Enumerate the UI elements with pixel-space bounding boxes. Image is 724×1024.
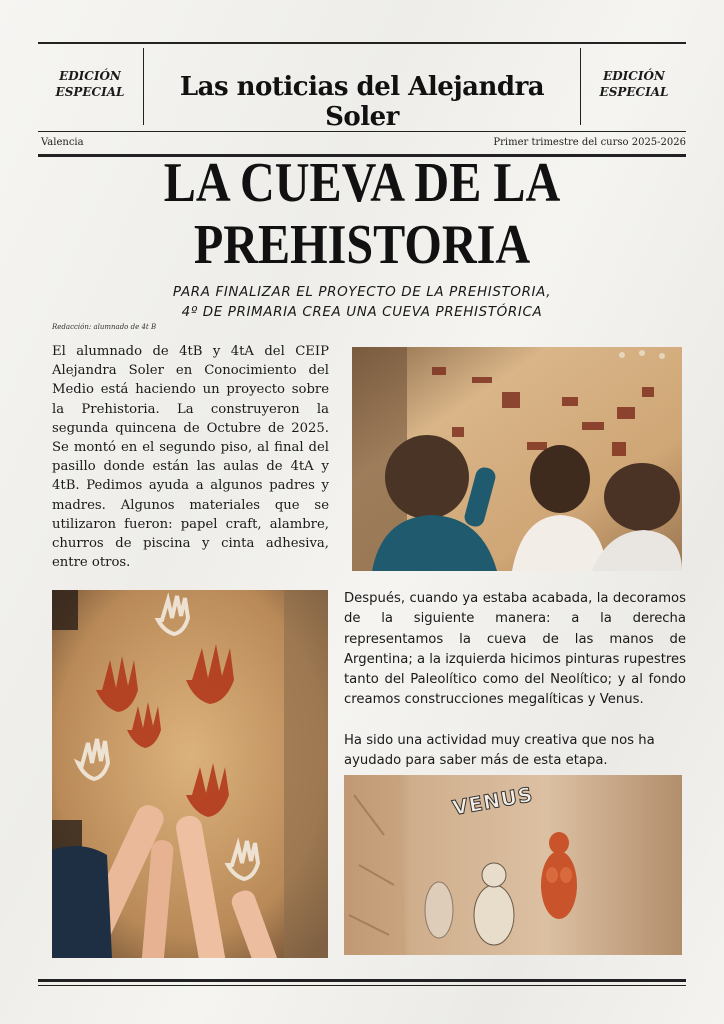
top-rule — [38, 42, 686, 44]
subhead-line-2: 4º DE PRIMARIA CREA UNA CUEVA PREHISTÓRICA — [181, 304, 543, 320]
article-paragraph-2: Después, cuando ya estaba acabada, la decoramos de la siguiente manera: a la derecha representamos la cueva de las manos de Argentina; a la izquierda hicimos pinturas rupestres tanto del Paleolítico como del Neolítico; y al fondo creamos construcciones megalíticas y Venus. — [344, 591, 686, 708]
edition-badge-right: EDICIÓN ESPECIAL — [599, 69, 669, 99]
photo-children-cave-paintings — [352, 347, 682, 571]
bottom-rule-thin — [38, 985, 686, 986]
article-paragraph-1: El alumnado de 4tB y 4tA del CEIP Alejandra Soler en Conocimiento del Medio está haciendo un proyecto sobre la Prehistoria. La construyeron la segunda quincena de Octubre de 2025. Se montó en el segundo piso, al final del pasillo donde están las aulas de 4tA y 4tB. Pedimos ayuda a algunos padres y madres. Algunos materiales que se utilizaron fueron: papel craft, alambre, churros de piscina y cinta adhesiva, entre otros. — [52, 344, 329, 571]
edition-badge-left: EDICIÓN ESPECIAL — [55, 69, 125, 99]
location-label: Valencia — [41, 137, 84, 148]
masthead-title: Las noticias del Alejandra Soler — [179, 72, 545, 132]
article-paragraph-3: Ha sido una actividad muy creativa que nos ha ayudado para saber más de esta etapa. — [344, 733, 655, 769]
venus-drawing-label: VENUS — [450, 782, 535, 820]
subhead-line-1: PARA FINALIZAR EL PROYECTO DE LA PREHISTORIA, — [172, 284, 552, 300]
masthead-right-divider — [580, 48, 581, 125]
byline-credit: Redacción: alumnado de 4t B — [52, 323, 157, 331]
masthead-left-divider — [143, 48, 144, 125]
headline: LA CUEVA DE LA PREHISTORIA — [163, 152, 561, 276]
bottom-rule-thick — [38, 979, 686, 982]
photo-venus-figure — [344, 775, 682, 955]
photo-hand-prints — [52, 590, 328, 958]
issue-period: Primer trimestre del curso 2025-2026 — [493, 137, 686, 148]
